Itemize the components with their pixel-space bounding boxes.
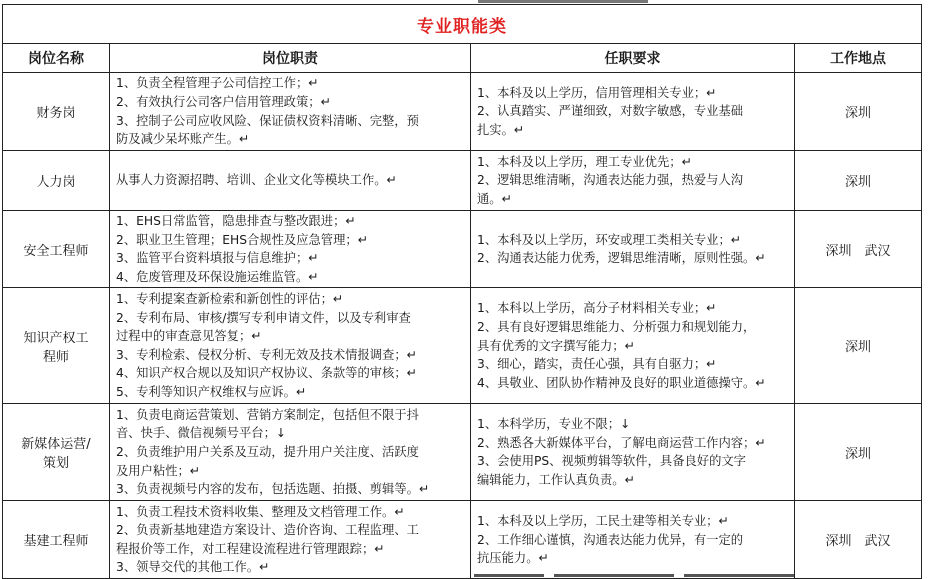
role-name: 新媒体运营/ <box>21 437 91 453</box>
duty-line: 音、快手、微信视频号平台；↓ <box>116 426 287 441</box>
location-cell: 深圳 武汉 <box>795 501 922 579</box>
duty-line: 4、危废管理及环保设施运维监管。↵ <box>116 269 319 284</box>
requirements-cell <box>471 151 795 211</box>
role-cell <box>3 404 110 501</box>
section-title-row <box>3 5 922 44</box>
duty-line: 及用户粘性；↵ <box>116 463 201 478</box>
duty-line: 2、职业卫生管理；EHS合规性及应急管理；↵ <box>116 232 368 247</box>
requirement-line: 2、工作细心谨慎，沟通表达能力优异，有一定的 <box>477 532 744 547</box>
duty-line: 3、监管平台资料填报与信息维护；↵ <box>116 251 319 266</box>
requirement-line: 编辑能力，工作认真负责。↵ <box>477 472 635 487</box>
requirement-line: 4、具敬业、团队协作精神及良好的职业道德操守。↵ <box>477 375 766 390</box>
requirement-line: 2、具有良好逻辑思维能力、分析强力和规划能力， <box>477 319 756 334</box>
role-cell <box>3 288 110 404</box>
duty-line: 5、专利等知识产权维权与应诉。↵ <box>116 385 307 400</box>
role-cell <box>3 151 110 211</box>
role-name: 程师 <box>42 349 69 365</box>
duty-line: 从事人力资源招聘、培训、企业文化等模块工作。↵ <box>116 173 397 188</box>
requirement-line: 抗压能力。↵ <box>477 551 549 566</box>
duty-line: 程报价等工作，对工程建设流程进行管理跟踪；↵ <box>116 541 385 556</box>
role-name: 安全工程师 <box>23 243 89 259</box>
requirement-line: 1、本科学历，专业不限；↓ <box>477 417 631 432</box>
duties-cell <box>110 404 471 501</box>
duty-line: 1、负责电商运营策划、营销方案制定，包括但不限于抖 <box>116 407 419 422</box>
duties-cell <box>110 501 471 579</box>
duty-line: 3、专利检索、侵权分析、专利无效及技术情报调查；↵ <box>116 347 417 362</box>
requirement-line: 扎实。↵ <box>477 122 525 137</box>
requirements-cell <box>471 73 795 151</box>
location-cell: 深圳 <box>795 73 922 151</box>
location-cell: 深圳 <box>795 404 922 501</box>
requirement-line: 2、认真踏实、严谨细致，对数字敏感，专业基础 <box>477 104 744 119</box>
table-row <box>3 404 922 501</box>
location-cell: 深圳 武汉 <box>795 211 922 288</box>
requirement-line: 1、本科及以上学历，理工专业优先；↵ <box>477 154 692 169</box>
duty-line: 1、负责全程管理子公司信控工作；↵ <box>116 76 319 91</box>
requirement-line: 1、本科及以上学历，信用管理相关专业；↵ <box>477 85 717 100</box>
duty-line: 防及减少呆坏账产生。↵ <box>116 132 250 147</box>
duties-cell <box>110 151 471 211</box>
role-name: 财务岗 <box>36 106 76 121</box>
requirement-line: 通。↵ <box>477 191 512 206</box>
requirement-line: 具有优秀的文字撰写能力；↵ <box>477 338 635 353</box>
role-name: 知识产权工 <box>23 330 89 346</box>
table-row <box>3 501 922 579</box>
duty-line: 2、有效执行公司客户信用管理政策；↵ <box>116 94 331 109</box>
duty-line: 过程中的审查意见答复；↵ <box>116 329 262 344</box>
next-content-cut <box>474 572 814 578</box>
requirement-line: 2、沟通表达能力优秀，逻辑思维清晰，原则性强。↵ <box>477 251 766 266</box>
duty-line: 2、负责维护用户关系及互动，提升用户关注度、活跃度 <box>116 445 419 460</box>
duty-line: 2、专利布局、审核/撰写专利申请文件，以及专利审查 <box>116 310 411 325</box>
role-name: 策划 <box>42 456 69 472</box>
table-row <box>3 288 922 404</box>
header-duties: 岗位职责 <box>110 44 471 73</box>
header-role: 岗位名称 <box>3 44 110 73</box>
requirements-cell <box>471 211 795 288</box>
duties-cell <box>110 288 471 404</box>
duties-cell <box>110 73 471 151</box>
requirement-line: 3、会使用PS、视频剪辑等软件，具备良好的文字 <box>477 454 746 469</box>
requirement-line: 2、熟悉各大新媒体平台，了解电商运营工作内容；↵ <box>477 435 766 450</box>
role-cell <box>3 73 110 151</box>
requirement-line: 1、本科及以上学历，工民土建等相关专业；↵ <box>477 513 729 528</box>
table-row <box>3 151 922 211</box>
role-cell <box>3 211 110 288</box>
duty-line: 3、负责视频号内容的发布，包括选题、拍摄、剪辑等。↵ <box>116 482 430 497</box>
requirement-line: 3、细心，踏实，责任心强，具有自驱力；↵ <box>477 357 717 372</box>
requirement-line: 1、本科以上学历，高分子材料相关专业；↵ <box>477 301 717 316</box>
requirements-cell <box>471 501 795 579</box>
duty-line: 2、负责新基地建造方案设计、造价咨询、工程监理、工 <box>116 523 419 538</box>
role-name: 人力岗 <box>36 175 76 190</box>
location-cell: 深圳 <box>795 288 922 404</box>
duty-line: 3、领导交代的其他工作。↵ <box>116 560 270 575</box>
table-header-row <box>3 44 922 73</box>
duty-line: 3、控制子公司应收风险、保证债权资料清晰、完整，预 <box>116 113 419 128</box>
role-cell <box>3 501 110 579</box>
table-row <box>3 73 922 151</box>
requirements-cell <box>471 288 795 404</box>
duty-line: 4、知识产权合规以及知识产权协议、条款等的审核；↵ <box>116 366 417 381</box>
duty-line: 1、负责工程技术资料收集、整理及文档管理工作。↵ <box>116 504 405 519</box>
job-table <box>2 4 922 579</box>
header-requirements: 任职要求 <box>471 44 795 73</box>
role-name: 基建工程师 <box>23 534 89 550</box>
table-row <box>3 211 922 288</box>
duty-line: 1、EHS日常监管，隐患排查与整改跟进；↵ <box>116 214 356 228</box>
section-title: 专业职能类 <box>3 5 922 44</box>
location-cell: 深圳 <box>795 151 922 211</box>
header-location: 工作地点 <box>795 44 922 73</box>
requirement-line: 1、本科及以上学历，环安或理工类相关专业；↵ <box>477 232 742 247</box>
duties-cell <box>110 211 471 288</box>
requirement-line: 2、逻辑思维清晰，沟通表达能力强，热爱与人沟 <box>477 173 744 188</box>
duty-line: 1、专利提案查新检索和新创性的评估；↵ <box>116 292 344 307</box>
requirements-cell <box>471 404 795 501</box>
